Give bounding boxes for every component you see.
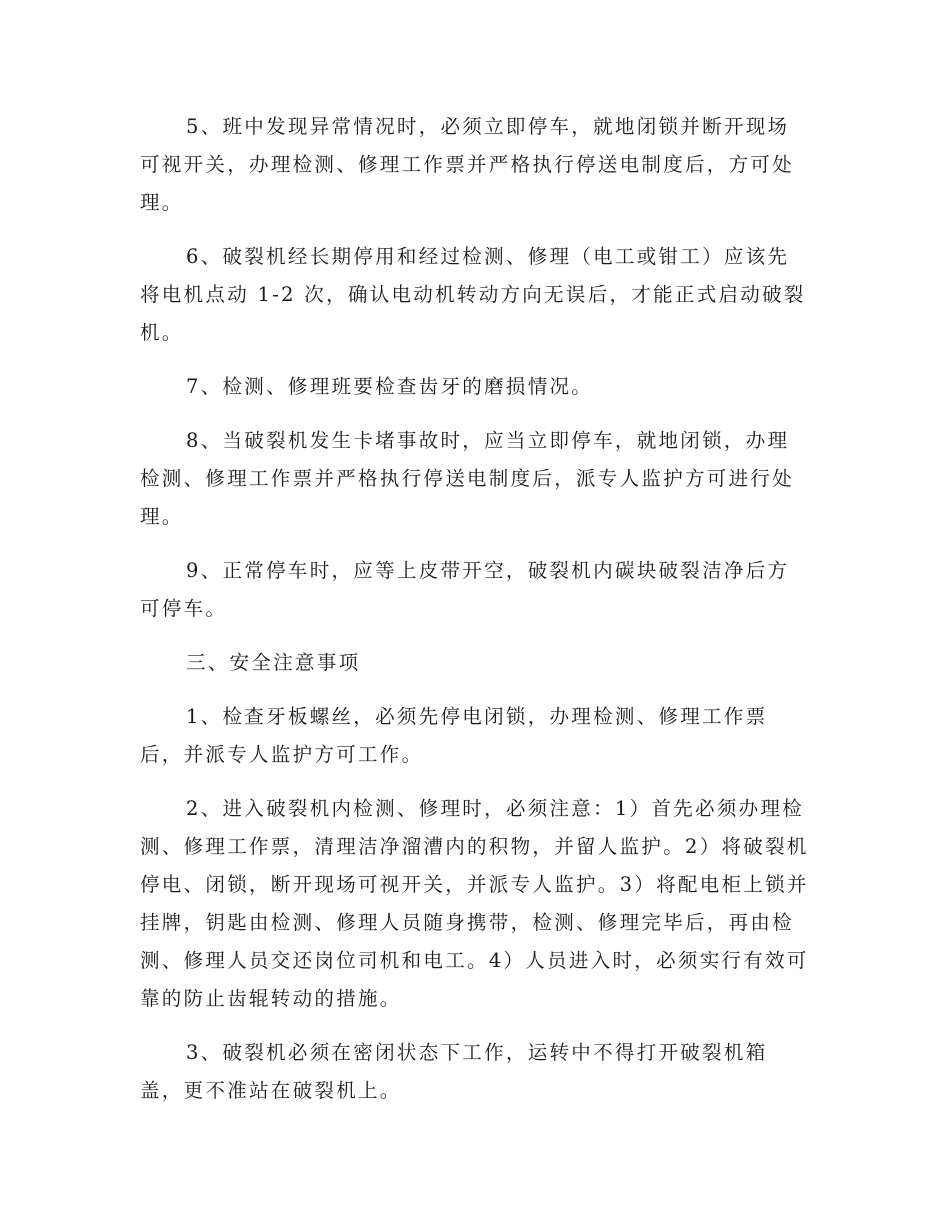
paragraph-item-6: 6、破裂机经长期停用和经过检测、修理（电工或钳工）应该先将电机点动 1-2 次，确认电动机转动方向无误后，才能正式启动破裂机。 — [140, 245, 806, 344]
safety-item-1: 1、检查牙板螺丝，必须先停电闭锁，办理检测、修理工作票后，并派专人监护方可工作。 — [140, 705, 768, 766]
section-heading: 三、安全注意事项 — [186, 651, 361, 674]
paragraph-item-5: 5、班中发现异常情况时，必须立即停车，就地闭锁并断开现场可视开关，办理检测、修理工作票并严格执行停送电制度后，方可处理。 — [140, 115, 795, 214]
paragraph-item-9: 9、正常停车时，应等上皮带开空，破裂机内碳块破裂洁净后方可停车。 — [140, 559, 790, 620]
paragraph-item-7: 7、检测、修理班要检查齿牙的磨损情况。 — [186, 375, 594, 398]
safety-item-2: 2、进入破裂机内检测、修理时，必须注意：1）首先必须办理检测、修理工作票，清理洁净溜漕内的积物，并留人监护。2）将破裂机停电、闭锁，断开现场可视开关，并派专人监护。3）将配电柜上锁并挂牌，钥匙由检测、修理人员随身携带，检测、修理完毕后，再由检测、修理人员交还岗位司机和电工。4）人员进入时，必须实行有效可靠的防止齿辊转动的措施。 — [140, 797, 809, 1010]
paragraph-item-8: 8、当破裂机发生卡堵事故时，应当立即停车，就地闭锁，办理检测、修理工作票并严格执行停送电制度后，派专人监护方可进行处理。 — [140, 429, 795, 528]
document-body — [140, 108, 810, 1126]
safety-item-3: 3、破裂机必须在密闭状态下工作，运转中不得打开破裂机箱盖，更不准站在破裂机上。 — [140, 1041, 768, 1102]
